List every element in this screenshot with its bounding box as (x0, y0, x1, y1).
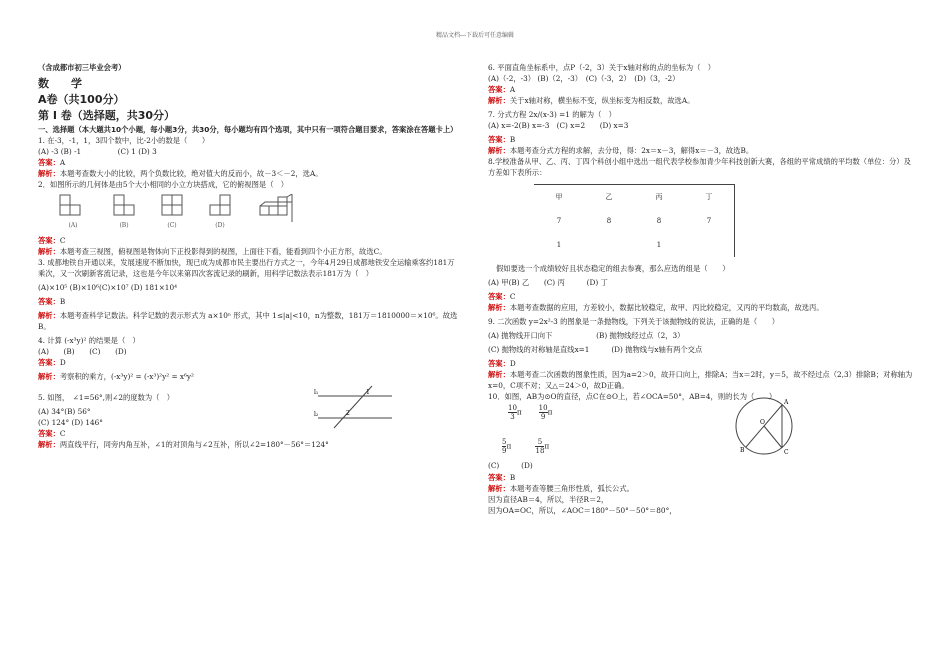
q3-explain: 本题考查科学记数法。科学记数的表示形式为 a×10ⁿ 形式，其中 1≤|a|<10，n为整数，181万＝1810000＝×10⁶。故选B。 (38, 311, 458, 331)
q6-stem: 6. 平面直角坐标系中，点P（-2，3）关于x轴对称的点的坐标为（ ） (488, 63, 716, 72)
q5-options-2: (C) 124° (D) 146° (38, 418, 103, 427)
q2-explain: 本题考查三视图，俯视图是物体向下正投影得到的视图，上面往下看，能看到四个小正方形，故选C。 (59, 247, 387, 256)
q1-stem: 1. 在-3，-1，1，3四个数中，比-2小的数是（ ） (38, 136, 210, 145)
q4-answer: D (59, 358, 66, 367)
q7-stem: 7. 分式方程 2x/(x-3) =1 的解为（ ） (488, 110, 616, 119)
q10-options-area: $\frac{10}{3}$ π $\frac{10}{9}$ π $\frac{5}{9}$ π $\frac{5}{18}$ π (C) (D) A B C O (488, 402, 918, 472)
svg-text:2: 2 (346, 410, 350, 417)
q6-options: (A)（-2，-3） (B)（2，-3） (C)（-3，2） (D)（3，-2） (488, 74, 680, 83)
q2-solid-figure (256, 194, 296, 231)
q2-figures (58, 194, 460, 231)
q2-stem: 2．如图所示的几何体是由5个大小相同的小立方块搭成，它的俯视图是（ ） (38, 180, 289, 189)
q10-explain-1: 本题考查等腰三角形性质，弧长公式。 (509, 484, 634, 493)
subject-title: 数 学 (38, 77, 82, 90)
q7-answer: B (509, 135, 516, 144)
q5-stem: 5. 如图， ∠1=56°,则∠2的度数为（ ） (38, 393, 175, 402)
q6-answer: A (509, 85, 516, 94)
page-header: 精品文档---下载后可任意编辑 (435, 32, 515, 39)
q10-explain-2: 因为直径AB＝4，所以，半径R＝2， (488, 495, 609, 504)
left-column: （含成都市初三毕业会考） 数 学 A卷（共100分） 第 I 卷（选择题，共30分） 一、选择题（本大题共10个小题，每小题3分，共30分，每小题均有四个选项，其中只有一项符合题目要求，答案涂在答题卡上） 1. 在-3，-1，1，3四个数中，比-2小的数是（ ） (A) -3 (B) -1 (C) 1 (D) 3 答案：A 解析：本题考查数大小的比较，两个负数比较，绝对值大的反而小，故－3＜－2，选A。 2．如图所示的几何体是由5个大小相同的小立方块搭成，它的俯视图是（ ） (A) (B) (C) (D) 答案：C 解析：本题考查三视图，俯视图是物体向下正投影得到的视图，上面往下看，能看到四个小正方形，故选C。 3. 成都地铁自开通以来，发展速度不断加快，现已成为成都市民主要出行方式之一，今年4月29日成都地铁安全运输乘客约181万乘次，又一次刷新客流记录，这也是今年以来第四次客流记录的刷新，用科学记数法表示181万为（ ） (A)×10⁵ (B)×10⁶(C)×10⁷ (D) 181×10⁴ 答案：B 解析：本题考查科学记数法。科学记数的表示形式为 a×10ⁿ 形式，其中 1≤|a|<10，n为整数，181万＝1810000＝×10⁶。故选B。 4. 计算 (-x³y)² 的结果是（ ） (A) (B) (C) (D) 答案：D 解析：考察积的乘方，(-x³y)² = (-x³)²y² = x⁶y² 5. 如图， ∠1=56°,则∠2的度数为（ ） l₁ l₂ 1 2 (A) 34°(B) 56° (C) 124° (D) 146° 答案：C 解析：两直线平行，同旁内角互补，∠1的对顶角与∠2互补，所以∠2=180°－56°＝124° (38, 62, 460, 450)
q1-options: (A) -3 (B) -1 (C) 1 (D) 3 (38, 147, 157, 156)
volume-title: A卷（共100分） (38, 93, 125, 106)
q4-stem: 4. 计算 (-x³y)² 的结果是（ ） (38, 336, 140, 345)
svg-text:O: O (760, 419, 765, 426)
part-title: 第 I 卷（选择题，共30分） (38, 109, 176, 122)
q2-fig-b: (B) (112, 194, 136, 231)
q8-answer: C (509, 292, 516, 301)
q10-options: (C) (D) (488, 461, 533, 470)
q2-fig-c: (C) (160, 194, 184, 231)
q5-answer: C (59, 429, 66, 438)
q1-answer: A (59, 158, 66, 167)
q2-fig-d: (D) (208, 194, 232, 231)
q10-explain-3: 因为OA=OC，所以，∠AOC＝180°－50°－50°＝80°， (488, 506, 677, 515)
q10-answer: B (509, 473, 516, 482)
q9-options-2: (C) 抛物线的对称轴是直线x=1 (D) 抛物线与x轴有两个交点 (488, 345, 703, 354)
q7-explain: 本题考查分式方程的求解，去分母，得：2x＝x－3，解得x＝－3，故选B。 (509, 146, 754, 155)
q2-answer: C (59, 236, 66, 245)
q10-circle-figure (732, 394, 802, 458)
q5-options-1: (A) 34°(B) 56° (38, 407, 91, 416)
svg-text:B: B (740, 447, 745, 454)
instructions: 一、选择题（本大题共10个小题，每小题3分，共30分，每小题均有四个选项，其中只有一项符合题目要求，答案涂在答题卡上） (38, 125, 458, 134)
subtitle: （含成都市初三毕业会考） (38, 63, 126, 72)
right-column: 6. 平面直角坐标系中，点P（-2，3）关于x轴对称的点的坐标为（ ） (A)（-2，-3） (B)（2，-3） (C)（-3，2） (D)（3，-2） 答案：A 解析：关于x轴对称，横坐标不变，纵坐标变为相反数，故选A。 7. 分式方程 2x/(x-3) =1 的解为（ ） (A) x=-2(B) x=-3 (C) x=2 (D) x=3 答案：B 解析：本题考查分式方程的求解，去分母，得：2x＝x－3，解得x＝－3，故选B。 8.学校准备从甲、乙、丙、丁四个科创小组中选出一组代表学校参加青少年科技创新大赛，各组的平常成绩的平均数（单位：分）及方差如下表所示： 甲 乙 丙 丁 7 8 8 7 1 1 假如要选一个成绩较好且状态稳定的组去参赛，那么应选的组是（ ） (A) 甲(B) 乙 (C) 丙 (D) 丁 答案：C 解析：本题考查数据的应用，方差较小，数据比较稳定，故甲、丙比较稳定，又丙的平均数高，故选丙。 9. 二次函数 y=2x²-3 的图象是一条抛物线，下列关于该抛物线的说法，正确的是（ ） (A) 抛物线开口向下 (B) 抛物线经过点（2，3） (C) 抛物线的对称轴是直线x=1 (D) 抛物线与x轴有两个交点 答案：D 解析：本题考查二次函数的图象性质，因为a=2＞0，故开口向上，排除A；当x＝2时，y＝5，故不经过点（2,3）排除B；对称轴为x=0，C项不对；又△＝24＞0，故D正确。 10．如图，AB为⊙O的直径，点C在⊙O上，若∠OCA=50°，AB=4，则的长为（ ） $\frac{10}{3}$ π $\frac{10}{9}$ π $\frac{5}{9}$ π $\frac{5}{18}$ π (C) (D) A B C O 答案：B 解析：本题考查等腰三角形性质，弧长公式。 因为直径AB＝4，所以，半径R＝2， 因为OA=OC，所以，∠AOC＝180°－50°－50°＝80°， (488, 62, 918, 516)
q8-score-table: 甲 乙 丙 丁 7 8 8 7 1 1 (534, 184, 735, 257)
q10-stem: 10．如图，AB为⊙O的直径，点C在⊙O上，若∠OCA=50°，AB=4，则的长为（ ） (488, 392, 777, 401)
answer-label: 答案： (38, 158, 60, 167)
q8-stem: 8.学校准备从甲、乙、丙、丁四个科创小组中选出一组代表学校参加青少年科技创新大赛，各组的平常成绩的平均数（单位：分）及方差如下表所示： (488, 157, 911, 177)
svg-text:l₂: l₂ (314, 411, 319, 418)
q5-parallel-lines-figure (314, 384, 394, 430)
svg-text:A: A (784, 399, 789, 406)
q3-options: (A)×10⁵ (B)×10⁶(C)×10⁷ (D) 181×10⁴ (38, 283, 178, 292)
q9-stem: 9. 二次函数 y=2x²-3 的图象是一条抛物线，下列关于该抛物线的说法，正确的是（ ） (488, 317, 780, 326)
q8-explain: 本题考查数据的应用，方差较小，数据比较稳定，故甲、丙比较稳定，又丙的平均数高，故选丙。 (509, 303, 824, 312)
svg-text:C: C (784, 449, 789, 456)
explain-label: 解析： (38, 169, 60, 178)
svg-text:l₁: l₁ (314, 389, 319, 396)
q8-options: (A) 甲(B) 乙 (C) 丙 (D) 丁 (488, 278, 608, 287)
q9-explain: 本题考查二次函数的图象性质，因为a=2＞0，故开口向上，排除A；当x＝2时，y＝5，故不经过点（2,3）排除B；对称轴为x=0，C项不对；又△＝24＞0，故D正确。 (488, 370, 913, 390)
q5-explain: 两直线平行，同旁内角互补，∠1的对顶角与∠2互补，所以∠2=180°－56°＝124° (59, 440, 329, 449)
q8-question: 假如要选一个成绩较好且状态稳定的组去参赛，那么应选的组是（ ） (496, 264, 730, 273)
q3-answer: B (59, 297, 66, 306)
q1-explain: 本题考查数大小的比较，两个负数比较，绝对值大的反而小，故－3＜－2，选A。 (59, 169, 323, 178)
q7-options: (A) x=-2(B) x=-3 (C) x=2 (D) x=3 (488, 121, 629, 130)
q4-options: (A) (B) (C) (D) (38, 347, 127, 356)
q9-answer: D (509, 359, 516, 368)
q4-explain: 考察积的乘方，(-x³y)² = (-x³)²y² = x⁶y² (59, 372, 194, 381)
q2-fig-a: (A) (58, 194, 88, 231)
q6-explain: 关于x轴对称，横坐标不变，纵坐标变为相反数，故选A。 (509, 96, 695, 105)
svg-text:1: 1 (366, 389, 370, 396)
q3-stem: 3. 成都地铁自开通以来，发展速度不断加快，现已成为成都市民主要出行方式之一，今年4月29日成都地铁安全运输乘客约181万乘次，又一次刷新客流记录，这也是今年以来第四次客流记录的刷新，用科学记数法表示181万为（ ） (38, 258, 455, 278)
q9-options-1: (A) 抛物线开口向下 (B) 抛物线经过点（2，3） (488, 331, 685, 340)
